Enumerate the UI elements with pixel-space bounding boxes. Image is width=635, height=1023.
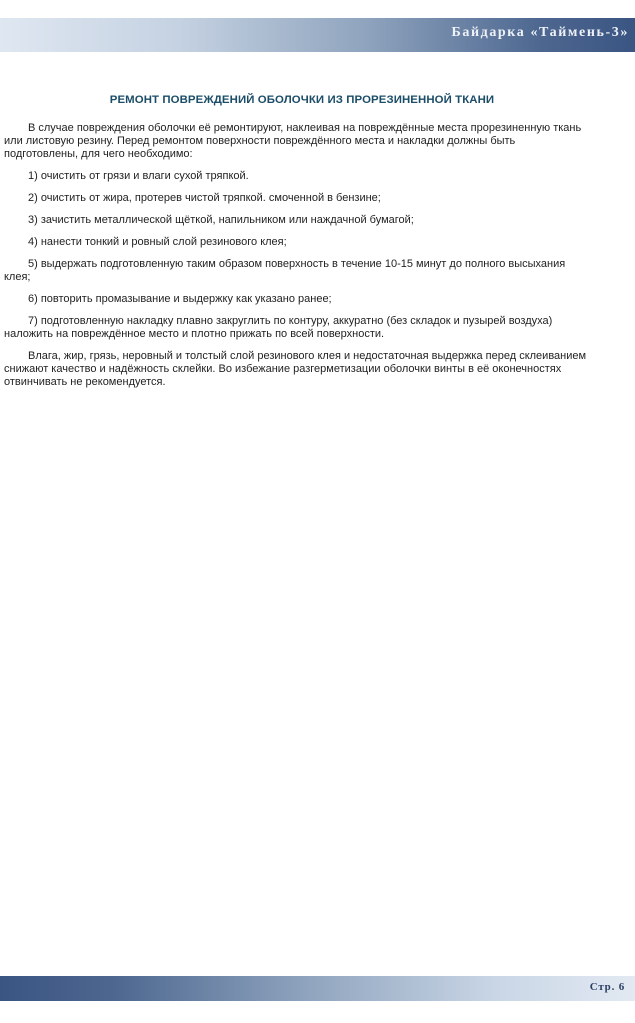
step-item: 5) выдержать подготовленную таким образом поверхность в течение 10-15 минут до полного высыхания клея; (4, 258, 566, 283)
page-number: Стр. 6 (589, 981, 625, 993)
header-band (0, 18, 635, 52)
step-item: 2) очистить от жира, протерев чистой тряпкой. смоченной в бензине; (28, 192, 381, 204)
step-item: 1) очистить от грязи и влаги сухой тряпкой. (28, 170, 249, 182)
footer-band (0, 976, 635, 1001)
step-item: 7) подготовленную накладку плавно закруглить по контуру, аккуратно (без складок и пузырей воздуха) наложить на повреждённое место и плотно прижать по всей поверхности. (4, 315, 553, 340)
header-title: Байдарка «Таймень-3» (451, 25, 629, 40)
step-item: 4) нанести тонкий и ровный слой резинового клея; (28, 236, 287, 248)
conclusion-paragraph: Влага, жир, грязь, неровный и толстый слой резинового клея и недостаточная выдержка перед склеиванием снижают качество и надёжность склейки. Во избежание разгерметизации оболочки винты в её оконечностях отвинчивать не рекомендуется. (4, 350, 587, 388)
document-body (4, 94, 592, 398)
document-title: РЕМОНТ ПОВРЕЖДЕНИЙ ОБОЛОЧКИ ИЗ ПРОРЕЗИНЕННОЙ ТКАНИ (109, 94, 495, 106)
step-item: 6) повторить промазывание и выдержку как указано ранее; (28, 293, 332, 305)
step-item: 3) зачистить металлической щёткой, напильником или наждачной бумагой; (28, 214, 414, 226)
intro-paragraph: В случае повреждения оболочки её ремонтируют, наклеивая на повреждённые места прорезиненную ткань или листовую резину. Перед ремонтом поверхности повреждённого места и накладки должны быть подготовлены, для чего необходимо: (4, 122, 582, 160)
